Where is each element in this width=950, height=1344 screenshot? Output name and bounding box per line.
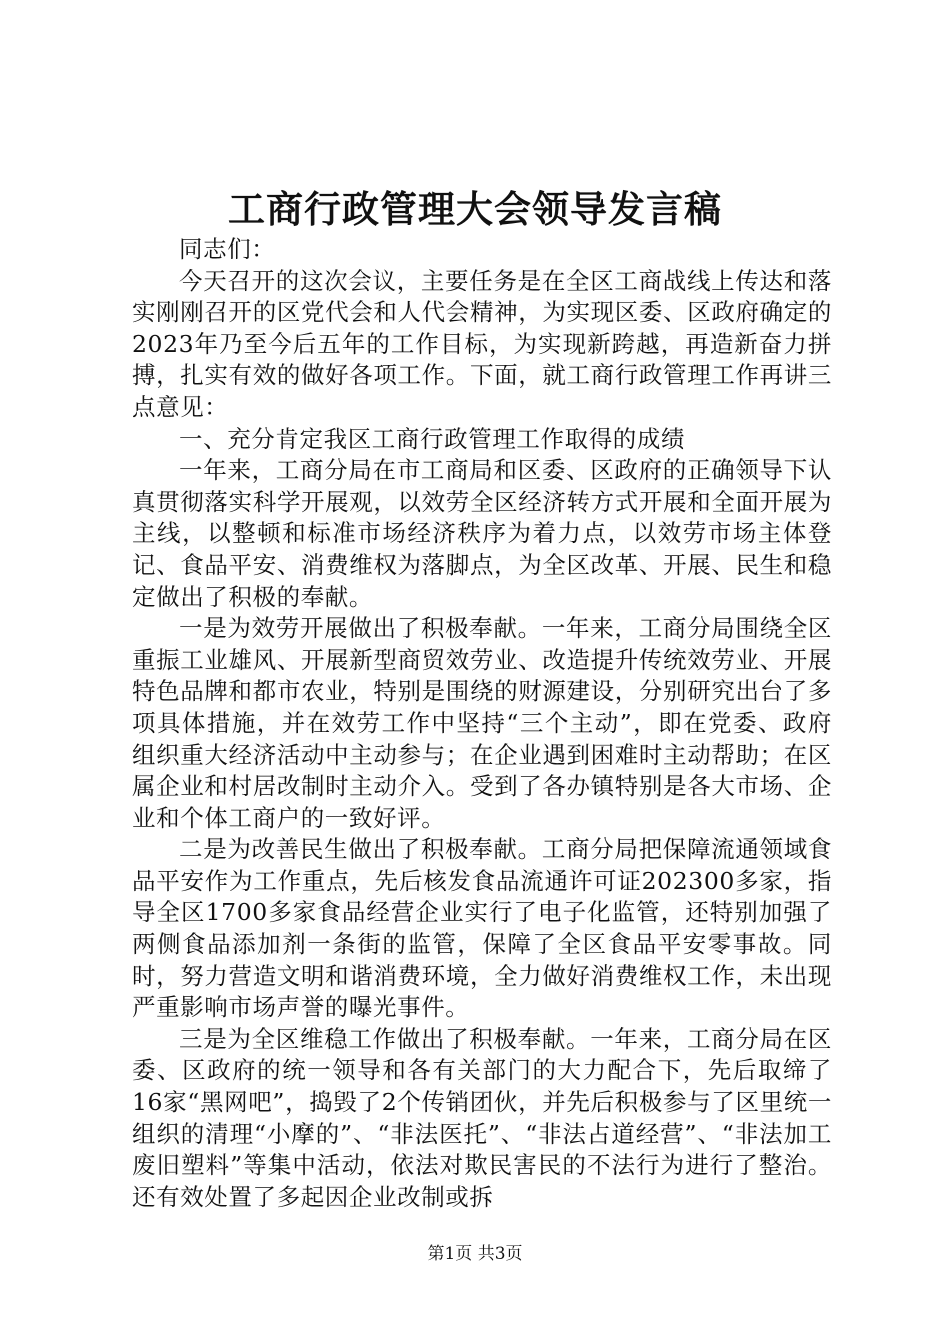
point-one-paragraph: 一是为效劳开展做出了积极奉献。一年来，工商分局围绕全区重振工业雄风、开展新型商贸效劳业、改造提升传统效劳业、开展特色品牌和都市农业，特别是围绕的财源建设，分别研究出台了多项具体措施，并在效劳工作中坚持“三个主动”，即在党委、政府组织重大经济活动中主动参与；在企业遇到困难时主动帮助；在区属企业和村居改制时主动介入。受到了各办镇特别是各大市场、企业和个体工商户的一致好评。 xyxy=(132,614,832,832)
intro-paragraph: 今天召开的这次会议，主要任务是在全区工商战线上传达和落实刚刚召开的区党代会和人代会精神，为实现区委、区政府确定的2023年乃至今后五年的工作目标，为实现新跨越，再造新奋力拼搏，扎实有效的做好各项工作。下面，就工商行政管理工作再讲三点意见： xyxy=(132,266,832,421)
salutation-paragraph: 同志们： xyxy=(179,235,276,263)
document-title: 工商行政管理大会领导发言稿 xyxy=(228,187,722,231)
point-two-paragraph: 二是为改善民生做出了积极奉献。工商分局把保障流通领域食品平安作为工作重点，先后核发食品流通许可证202300多家，指导全区1700多家食品经营企业实行了电子化监管，还特别加强了两侧食品添加剂一条街的监管，保障了全区食品平安零事故。同时，努力营造文明和谐消费环境，全力做好消费维权工作，未出现严重影响市场声誉的曝光事件。 xyxy=(132,835,832,1022)
page-number-footer: 第1页 共3页 xyxy=(427,1244,523,1264)
summary-paragraph: 一年来，工商分局在市工商局和区委、区政府的正确领导下认真贯彻落实科学开展观，以效劳全区经济转方式开展和全面开展为主线，以整顿和标准市场经济秩序为着力点，以效劳市场主体登记、食品平安、消费维权为落脚点，为全区改革、开展、民生和稳定做出了积极的奉献。 xyxy=(132,456,832,611)
document-body xyxy=(132,234,832,1213)
point-three-paragraph: 三是为全区维稳工作做出了积极奉献。一年来，工商分局在区委、区政府的统一领导和各有关部门的大力配合下，先后取缔了16家“黑网吧”，捣毁了2个传销团伙，并先后积极参与了区里统一组织的清理“小摩的”、“非法医托”、“非法占道经营”、“非法加工废旧塑料”等集中活动，依法对欺民害民的不法行为进行了整治。还有效处置了多起因企业改制或拆 xyxy=(132,1024,832,1211)
section-heading: 一、充分肯定我区工商行政管理工作取得的成绩 xyxy=(179,424,686,453)
